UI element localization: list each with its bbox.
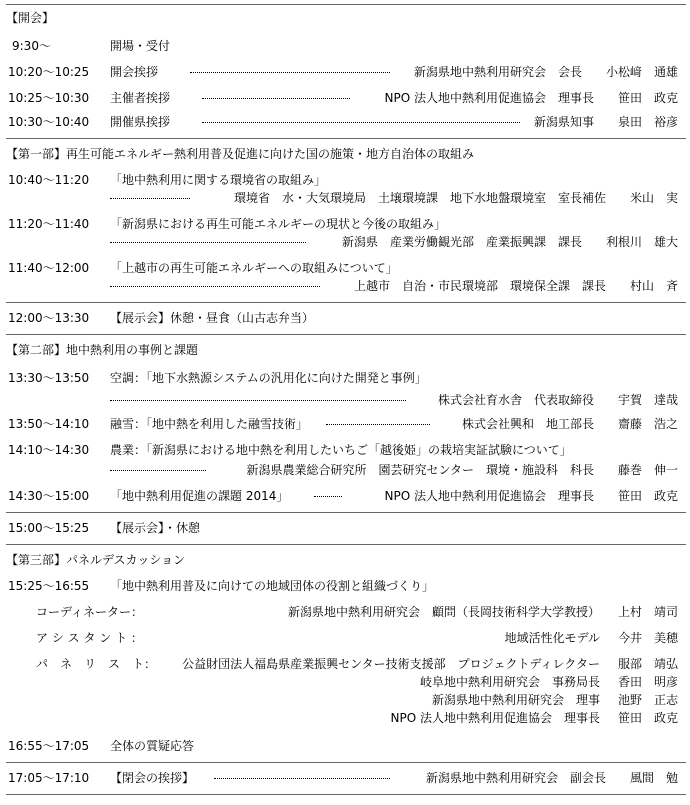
leader-dots: [110, 470, 206, 471]
organization: 公益財団法人福島県産業振興センター技術支援部 プロジェクトディレクター: [182, 657, 600, 671]
leader-dots: [202, 122, 520, 123]
time: 10:40〜11:20: [8, 173, 90, 187]
panelist-row: [6, 708, 686, 728]
speaker: 株式会社育水舎 代表取締役 宇賀 達哉: [437, 393, 678, 407]
role-label: パ ネ リ ス ト：: [36, 657, 157, 671]
schedule-row: [6, 170, 686, 190]
leader-dots: [110, 286, 320, 287]
part2-heading: 【第二部】地中熱利用の事例と課題: [6, 343, 199, 357]
break-row: [6, 518, 686, 538]
closing-row: [6, 768, 686, 788]
time: 10:20〜10:25: [8, 65, 90, 79]
qa-row: [6, 736, 686, 756]
time: 11:40〜12:00: [8, 261, 90, 275]
title: 主催者挨拶: [110, 91, 171, 105]
leader-dots: [314, 496, 342, 497]
time: 16:55〜17:05: [8, 739, 90, 753]
person-name: 今井 美穂: [617, 631, 678, 645]
speaker-row: [6, 188, 686, 208]
role-label: コーディネーター：: [36, 605, 144, 619]
coordinator-row: [6, 602, 686, 622]
schedule-row: [6, 368, 686, 388]
schedule-row: [6, 414, 686, 434]
time: 13:30〜13:50: [8, 371, 90, 385]
speaker: 上越市 自治・市民環境部 環境保全課 課長 村山 斉: [353, 279, 678, 293]
speaker: 新潟県農業総合研究所 園芸研究センター 環境・施設科 科長 藤巻 伸一: [246, 463, 678, 477]
schedule-row: [6, 258, 686, 278]
title: 農業：「新潟県における地中熱を利用したいちご「越後姫」の栽培実証試験について」: [110, 443, 572, 457]
time: 11:20〜11:40: [8, 217, 90, 231]
schedule-row: [6, 112, 686, 132]
time: 10:30〜10:40: [8, 115, 90, 129]
divider: [6, 334, 686, 335]
divider: [6, 762, 686, 763]
title: 空調：「地下水熱源システムの汎用化に向けた開発と事例」: [110, 371, 427, 385]
time: 10:25〜10:30: [8, 91, 90, 105]
speaker: 新潟県地中熱利用研究会 会長 小松﨑 通雄: [413, 65, 678, 79]
title: 全体の質疑応答: [110, 739, 195, 753]
leader-dots: [202, 98, 350, 99]
opening-heading: 【開会】: [6, 11, 55, 25]
organization: NPO 法人地中熱利用促進協会 理事長: [390, 711, 600, 725]
part3-heading: 【第三部】パネルデスカッション: [6, 553, 186, 567]
title: 「新潟県における再生可能エネルギーの現状と今後の取組み」: [110, 217, 447, 231]
title: 融雪：「地中熱を利用した融雪技術」: [110, 417, 309, 431]
title: 「地中熱利用普及に向けての地域団体の役割と組織づくり」: [110, 579, 435, 593]
time: 14:30〜15:00: [8, 489, 90, 503]
role-label: ア シ ス タ ン ト ：: [36, 631, 143, 645]
speaker-row: [6, 390, 686, 410]
leader-dots: [110, 400, 406, 401]
speaker: 新潟県 産業労働観光部 産業振興課 課長 利根川 雄大: [341, 235, 678, 249]
organization: 新潟県地中熱利用研究会 理事: [431, 693, 600, 707]
leader-dots: [190, 72, 390, 73]
title: 【展示会】・休憩: [110, 521, 201, 535]
speaker: NPO 法人地中熱利用促進協会 理事長 笹田 政克: [384, 91, 678, 105]
organization: 地域活性化モデル: [504, 631, 600, 645]
speaker-row: [6, 232, 686, 252]
schedule-row: [6, 576, 686, 596]
time: 9:30〜: [12, 39, 51, 53]
title: 「地中熱利用に関する環境省の取組み」: [110, 173, 327, 187]
speaker-row: [6, 276, 686, 296]
time: 13:50〜14:10: [8, 417, 90, 431]
divider: [6, 302, 686, 303]
speaker: 株式会社興和 地工部長 齋藤 浩之: [461, 417, 678, 431]
speaker-row: [6, 460, 686, 480]
speaker: 新潟県地中熱利用研究会 副会長 風間 勉: [425, 771, 678, 785]
title: 開場・受付: [110, 39, 171, 53]
time: 12:00〜13:30: [8, 311, 90, 325]
schedule-row: [6, 440, 686, 460]
assistant-row: [6, 628, 686, 648]
leader-dots: [110, 242, 306, 243]
schedule-row: [6, 486, 686, 506]
organization: 新潟県地中熱利用研究会 顧問（長岡技術科学大学教授）: [287, 605, 600, 619]
person-name: 香田 明彦: [617, 675, 678, 689]
schedule-row: [6, 36, 686, 56]
speaker: 環境省 水・大気環境局 土壌環境課 地下水地盤環境室 室長補佐 米山 実: [233, 191, 678, 205]
panelist-row: [6, 672, 686, 692]
speaker: NPO 法人地中熱利用促進協会 理事長 笹田 政克: [384, 489, 678, 503]
person-name: 上村 靖司: [617, 605, 678, 619]
program-document: [6, 0, 686, 805]
title: 【展示会】休憩・昼食（山古志弁当）: [110, 311, 315, 325]
divider: [6, 138, 686, 139]
title: 「上越市の再生可能エネルギーへの取組みについて」: [110, 261, 398, 275]
schedule-row: [6, 214, 686, 234]
divider: [6, 512, 686, 513]
divider: [6, 4, 686, 5]
title: 【閉会の挨拶】: [110, 771, 195, 785]
leader-dots: [214, 778, 390, 779]
person-name: 笹田 政克: [617, 711, 678, 725]
leader-dots: [326, 424, 430, 425]
lunch-row: [6, 308, 686, 328]
organization: 岐阜地中熱利用研究会 事務局長: [419, 675, 600, 689]
title: 開会挨拶: [110, 65, 159, 79]
person-name: 池野 正志: [617, 693, 678, 707]
title: 「地中熱利用促進の課題 2014」: [110, 489, 289, 503]
divider: [6, 544, 686, 545]
title: 開催県挨拶: [110, 115, 171, 129]
time: 17:05〜17:10: [8, 771, 90, 785]
part1-heading: 【第一部】再生可能エネルギー熱利用普及促進に向けた国の施策・地方自治体の取組み: [6, 147, 475, 161]
divider: [6, 794, 686, 795]
person-name: 服部 靖弘: [617, 657, 678, 671]
speaker: 新潟県知事 泉田 裕彦: [533, 115, 678, 129]
time: 14:10〜14:30: [8, 443, 90, 457]
schedule-row: [6, 88, 686, 108]
time: 15:25〜16:55: [8, 579, 90, 593]
panelist-row: [6, 654, 686, 674]
schedule-row: [6, 62, 686, 82]
time: 15:00〜15:25: [8, 521, 90, 535]
leader-dots: [110, 198, 190, 199]
panelist-row: [6, 690, 686, 710]
